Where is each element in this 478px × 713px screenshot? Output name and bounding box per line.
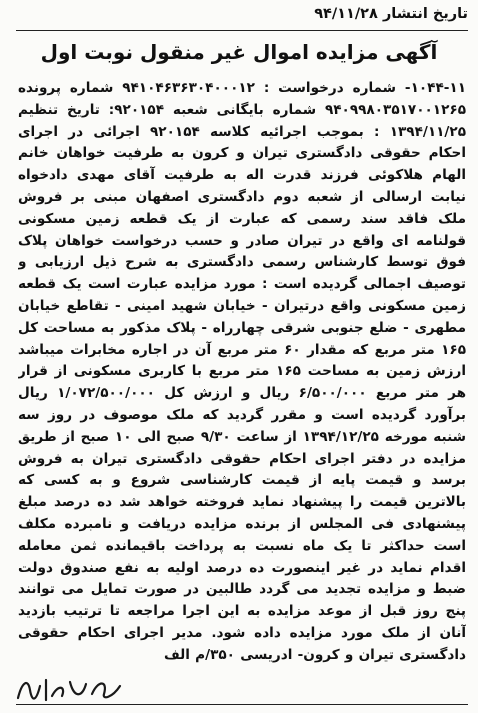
publish-date: تاریخ انتشار ۹۴/۱۱/۲۸: [314, 6, 468, 22]
top-divider: [16, 30, 468, 31]
bottom-divider: [16, 704, 468, 705]
handwritten-signature-icon: [12, 672, 132, 704]
notice-title: آگهی مزایده اموال غیر منقول نوبت اول: [40, 40, 438, 64]
notice-body: ۱۰۴۴-۱۱- شماره درخواست : ۹۴۱۰۴۶۳۶۳۰۴۰۰۰۱۲ شماره پرونده ۹۴۰۹۹۸۰۳۵۱۷۰۰۱۲۶۵ شماره بایگانی شعبه ۹۲۰۱۵۴: تاریخ تنظیم ۱۳۹۴/۱۱/۲۵ : بموجب اجرائیه کلاسه ۹۲۰۱۵۴ اجرائی در اجرای احکام حقوقی دادگستری تیران و کرون به طرفیت خواهان خانم الهام هلاکوئی فرزند قدرت اله به طرفیت آقای مهدی دادخواه نیابت ارسالی از شعبه دوم دادگستری اصفهان مبنی بر فروش ملک فاقد سند رسمی که عبارت از یک قطعه زمین مسکونی قولنامه ای واقع در تیران صادر و حسب درخواست خواهان پلاک فوق توسط کارشناس رسمی دادگستری به شرح ذیل ارزیابی و توصیف اجمالی گردیده است : مورد مزایده عبارت است یک قطعه زمین مسکونی واقع درتیران - خیابان شهید امینی - تقاطع خیابان مطهری - ضلع جنوبی شرقی چهارراه - پلاک مذکور به مساحت کل ۱۶۵ متر مربع که مقدار ۶۰ متر مربع آن در اجاره مخابرات میباشد ارزش زمین به مساحت ۱۶۵ متر مربع با کاربری مسکونی از قرار هر متر مربع ۶/۵۰۰/۰۰۰ ریال و ارزش کل ۱/۰۷۲/۵۰۰/۰۰۰ ریال برآورد گردیده است و مقرر گردید که ملک موصوف در روز سه شنبه مورخه ۱۳۹۴/۱۲/۲۵ از ساعت ۹/۳۰ صبح الی ۱۰ صبح از طریق مزایده در دفتر اجرای احکام حقوقی دادگستری تیران به فروش برسد و قیمت پایه از قیمت کارشناسی شروع و به کسی که بالاترین قیمت را پیشنهاد نماید فروخته خواهد شد ده درصد مبلغ پیشنهادی فی المجلس از برنده مزایده دریافت و نامبرده مکلف است حداکثر تا یک ماه نسبت به پرداخت باقیمانده ثمن معامله اقدام نماید در غیر اینصورت ده درصد اولیه به نفع صندوق دولت ضبط و مزایده تجدید می گردد طالبین در صورت تمایل می توانند پنج روز قبل از موعد مزایده به این اجرا مراجعه تا ترتیب بازدید آنان از ملک مورد مزایده داده شود. مدیر اجرای احکام حقوقی دادگستری تیران و کرون- ادریسی ۳۵۰/م الف: [18, 80, 466, 663]
